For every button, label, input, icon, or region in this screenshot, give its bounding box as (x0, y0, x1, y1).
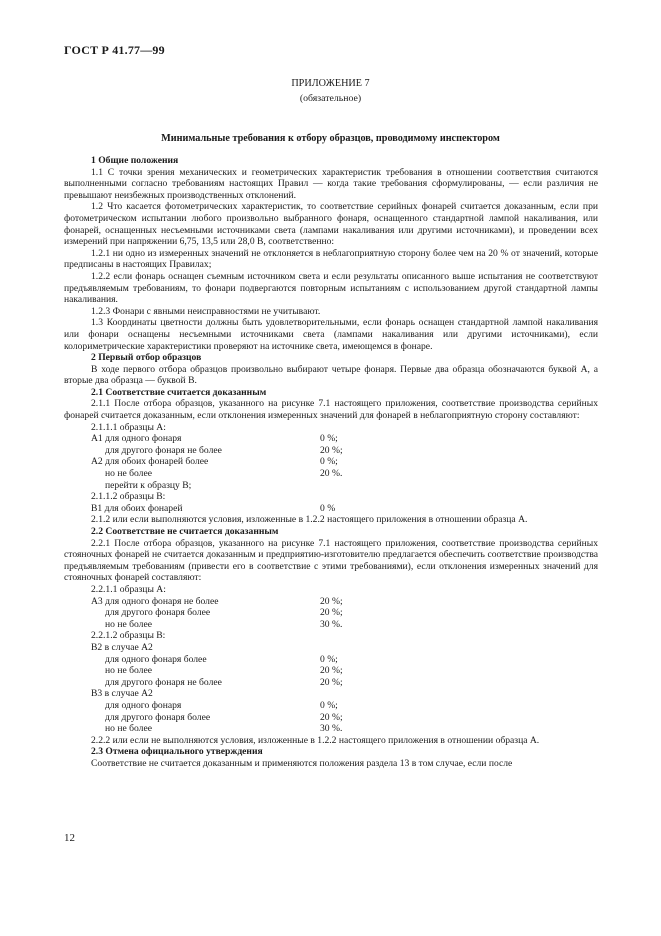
paragraph: 2.1.2 или если выполняются условия, изложенные в 1.2.2 настоящего приложения в отношении образца А. (91, 514, 528, 526)
list-item: но не более 30 %. (105, 618, 343, 630)
list-item: В1 для обоих фонарей 0 % (91, 502, 336, 514)
list-item: но не более 20 %; (105, 665, 343, 677)
list-item: для одного фонаря 0 %; (105, 699, 338, 711)
section-heading: 2 Первый отбор образцов (91, 352, 202, 364)
paragraph: 1.1 С точки зрения механических и геометрических характеристик требования в отношении соответствия считаются выполненными согласно требованиям настоящих Правил — когда такие требования сформулированы, — если различия не превышают неизбежных производственных отклонений. (64, 166, 598, 201)
paragraph: 1.2.3 Фонари с явными неисправностями не учитывают. (91, 305, 321, 317)
subsection-heading: 2.2 Соответствие не считается доказанным (91, 526, 279, 537)
appendix-title: Минимальные требования к отбору образцов, проводимому инспектором (161, 133, 500, 144)
standard-header: ГОСТ Р 41.77—99 (64, 43, 165, 57)
paragraph: 1.2 Что касается фотометрических характеристик, то соответствие серийных фонарей считается доказанным, если при фотометрическом испытании любого произвольно выбранного фонаря, оснащенного стандартной лампой накаливания, или фонарей, оснащенных несъемными источниками света (лампами накаливания или другими источниками), и проведении всех измерений при напряжении 6,75, 13,5 или 28,0 В, соответственно: (64, 201, 598, 248)
list-item: но не более 30 %. (105, 723, 343, 735)
list-item: для другого фонаря более 20 %; (105, 607, 343, 619)
paragraph: 1.2.2 если фонарь оснащен съемным источником света и если результаты описанного выше испытания не соответствуют предъявляемым требованиям, то фонари подвергаются повторным испытаниям с использованием другой стандартной лампы накаливания. (64, 270, 598, 306)
paragraph: 1.3 Координаты цветности должны быть удовлетворительными, если фонарь оснащен стандартной лампой накаливания или фонари оснащены несъемными источниками света (лампами накаливания или другими источниками), если колориметрические характеристики проверяют на источнике света, имеющемся в фонаре. (64, 317, 598, 352)
list-item: 2.2.1.1 образцы А: (91, 583, 166, 595)
paragraph: Соответствие не считается доказанным и применяются положения раздела 13 в том случае, если после (91, 757, 513, 769)
list-item: А1 для одного фонаря 0 %; (91, 433, 338, 445)
subsection-heading: 2.3 Отмена официального утверждения (91, 746, 263, 758)
list-item: А3 для одного фонаря не более 20 %; (91, 595, 343, 607)
appendix-status: (обязательное) (299, 93, 362, 104)
paragraph: 2.1.1 После отбора образцов, указанного на рисунке 7.1 настоящего приложения, соответствие производства серийных фонарей считается доказанным, если отклонения измеренных значений для фонарей в неблагоприятную сторону составляют: (64, 398, 598, 422)
page-number: 12 (64, 832, 75, 844)
list-item: А2 для обоих фонарей более 0 %; (91, 456, 338, 468)
list-item: для другого фонаря не более 20 %; (105, 676, 343, 688)
list-item: перейти к образцу В; (105, 479, 192, 491)
appendix-name: ПРИЛОЖЕНИЕ 7 (291, 78, 370, 89)
paragraph: 1.2.1 ни одно из измеренных значений не отклоняется в неблагоприятную сторону более чем на 20 % от значений, которые предписаны в настоящих Правилах; (64, 247, 598, 271)
subsection-heading: 2.1 Соответствие считается доказанным (91, 386, 267, 398)
paragraph: 2.2.1 После отбора образцов, указанного на рисунке 7.1 настоящего приложения, соответствие производства серийных стояночных фонарей не считается доказанным и предприятию-изготовителю предлагается обеспечить соответствие производства предъявляемым требованиям (привести его в соответствие с этими требованиями), если отклонения измеренных значений для стояночных фонарей составляют: (64, 537, 598, 584)
list-item: 2.1.1.2 образцы В: (91, 491, 166, 503)
list-item: для другого фонаря более 20 %; (105, 711, 343, 723)
paragraph: 2.2.2 или если не выполняются условия, изложенные в 1.2.2 настоящего приложения в отношении образца А. (91, 734, 540, 746)
list-item: для другого фонаря не более 20 %; (105, 444, 343, 456)
list-item: 2.1.1.1 образцы А: (91, 421, 166, 433)
section-heading: 1 Общие положения (91, 155, 179, 166)
list-item: 2.2.1.2 образцы В: (91, 630, 166, 642)
list-item: но не более 20 %. (105, 468, 343, 480)
list-item: В2 в случае А2 (91, 641, 153, 653)
document-body (64, 155, 598, 769)
list-item: для одного фонаря более 0 %; (105, 653, 338, 665)
paragraph: В ходе первого отбора образцов произвольно выбирают четыре фонаря. Первые два образца обозначаются буквой А, а вторые два образца — буквой В. (64, 363, 598, 387)
list-item: В3 в случае А2 (91, 688, 153, 700)
